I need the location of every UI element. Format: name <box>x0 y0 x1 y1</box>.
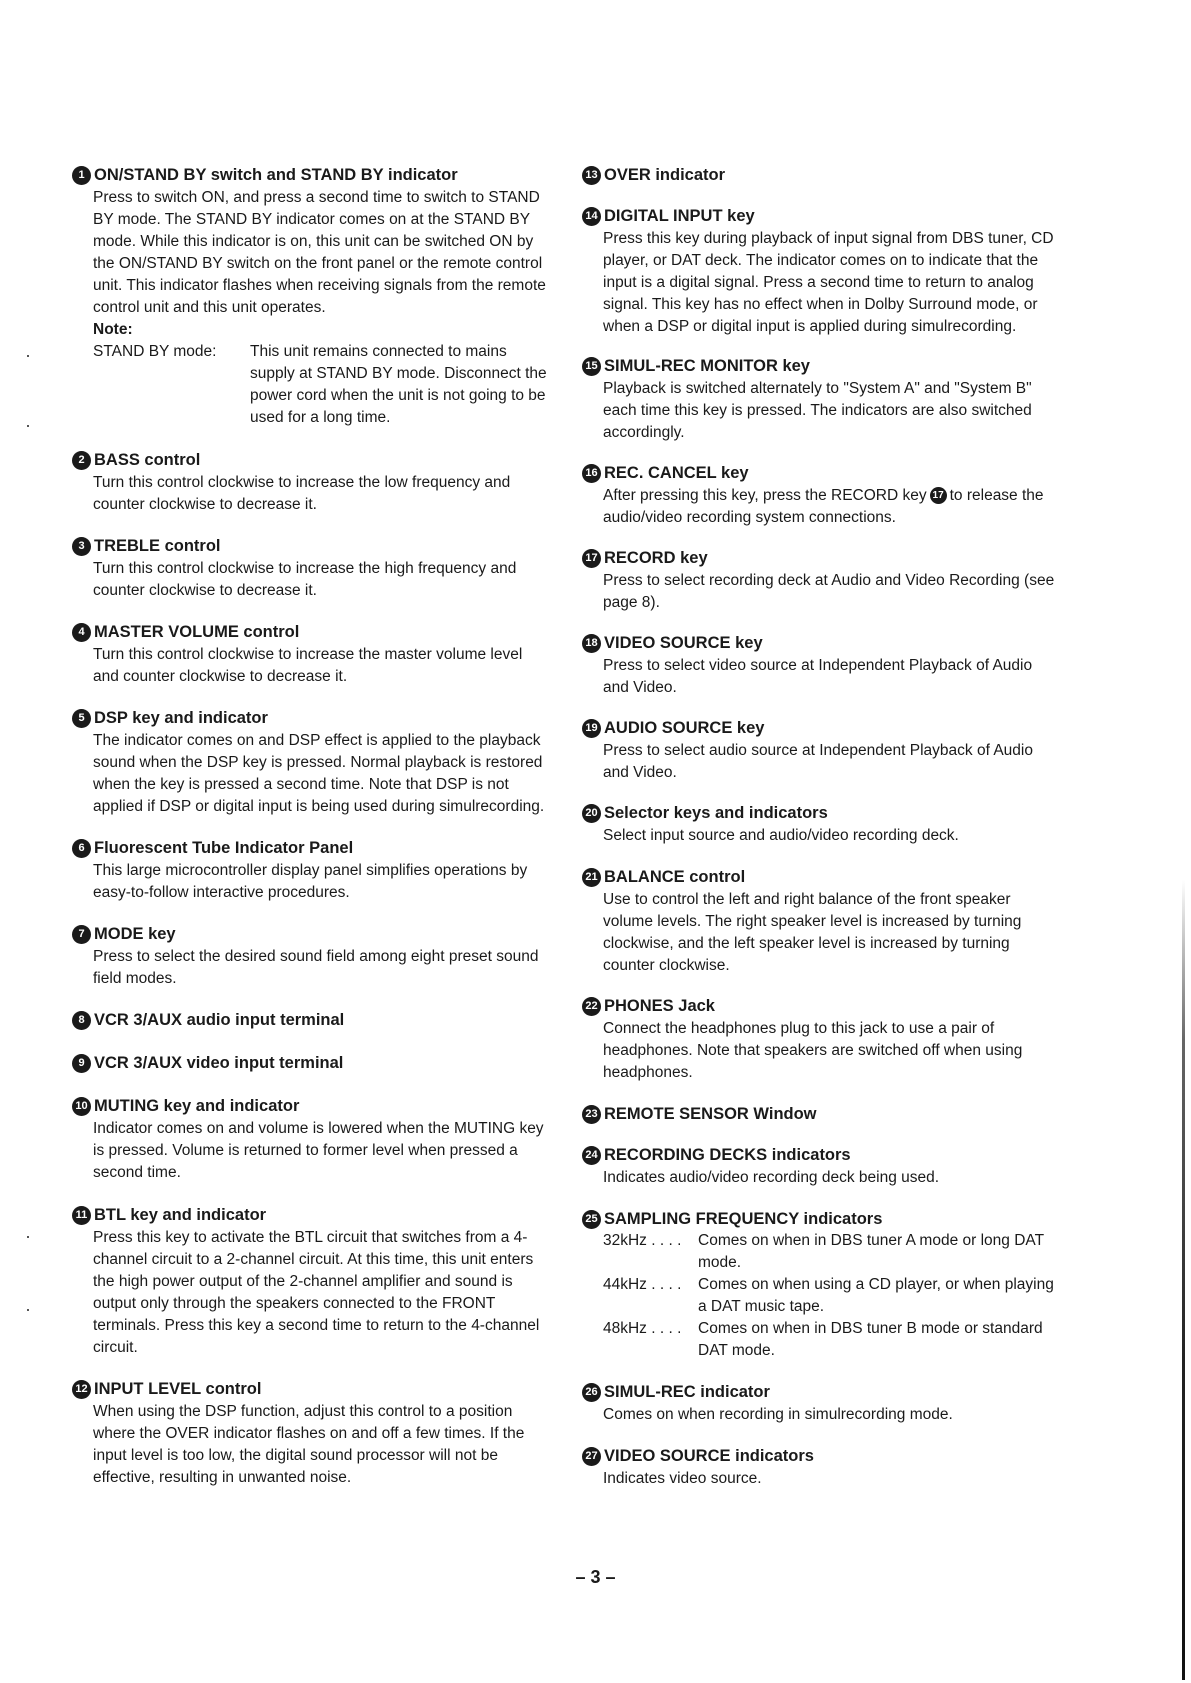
item-number-badge: 27 <box>582 1447 601 1466</box>
note-term: STAND BY mode: <box>93 343 217 360</box>
item-number-badge: 3 <box>72 537 91 556</box>
item-heading <box>72 621 552 643</box>
item-treble <box>72 535 552 602</box>
item-number-badge: 19 <box>582 719 601 738</box>
item-title: BASS control <box>94 451 201 469</box>
item-number-badge: 24 <box>582 1146 601 1165</box>
item-heading <box>72 837 552 859</box>
item-number-badge: 13 <box>582 166 601 185</box>
item-number-badge: 14 <box>582 207 601 226</box>
item-number-badge: 26 <box>582 1383 601 1402</box>
item-input-level <box>72 1378 552 1489</box>
scan-speck <box>27 425 29 427</box>
item-title: VCR 3/AUX video input terminal <box>94 1054 344 1072</box>
item-description: Comes on when recording in simulrecording mode. <box>603 1406 953 1423</box>
item-title: DIGITAL INPUT key <box>604 207 755 225</box>
item-title: Selector keys and indicators <box>604 804 828 822</box>
frequency-definition: Comes on when in DBS tuner A mode or long DAT mode. <box>698 1232 1044 1271</box>
item-digital-input <box>582 205 1058 338</box>
item-number-badge: 18 <box>582 634 601 653</box>
item-description: Press to select audio source at Independent Playback of Audio and Video. <box>603 742 1033 781</box>
item-description: Press to select video source at Independent Playback of Audio and Video. <box>603 657 1033 696</box>
item-heading <box>72 1052 552 1074</box>
item-title: SAMPLING FREQUENCY indicators <box>604 1210 883 1228</box>
item-vcr-video <box>72 1052 552 1074</box>
item-master-volume <box>72 621 552 688</box>
item-number-badge: 21 <box>582 868 601 887</box>
scan-speck <box>27 1236 29 1238</box>
item-title: AUDIO SOURCE key <box>604 719 765 737</box>
item-number-badge: 5 <box>72 709 91 728</box>
right-column <box>582 164 1058 1490</box>
item-remote-sensor <box>582 1103 1058 1125</box>
item-title: Fluorescent Tube Indicator Panel <box>94 839 354 857</box>
item-balance <box>582 866 1058 977</box>
item-dsp-key <box>72 707 552 818</box>
item-description: When using the DSP function, adjust this control to a position where the OVER indicator flashes on and off a few times. If the input level is too low, the digital sound processor will not be effective, resulting in unwanted noise. <box>93 1403 525 1486</box>
item-heading <box>72 164 552 186</box>
item-description: Press to select the desired sound field among eight preset sound field modes. <box>93 948 539 987</box>
item-description: Turn this control clockwise to increase the high frequency and counter clockwise to decrease it. <box>93 560 517 599</box>
item-title: VIDEO SOURCE indicators <box>604 1447 814 1465</box>
left-column <box>72 164 552 1489</box>
item-over-indicator <box>582 164 1058 186</box>
item-description: Connect the headphones plug to this jack to use a pair of headphones. Note that speakers are switched off when using headphones. <box>603 1020 1023 1081</box>
item-heading <box>72 1009 552 1031</box>
item-btl <box>72 1204 552 1359</box>
item-phones-jack <box>582 995 1058 1084</box>
frequency-term: 44kHz . . . . <box>603 1276 682 1293</box>
item-title: REC. CANCEL key <box>604 464 749 482</box>
item-heading <box>582 1144 1058 1166</box>
item-simul-rec-indicator <box>582 1381 1058 1426</box>
item-heading <box>582 866 1058 888</box>
frequency-row <box>582 1318 1058 1362</box>
scan-speck <box>27 355 29 357</box>
item-description: Press this key to activate the BTL circuit that switches from a 4-channel circuit to a 2-channel circuit. At this time, this unit enters the high power output of the 2-channel amplifier and sound is output only through the speakers connected to the FRONT terminals. Press this key a second time to return to the 4-channel circuit. <box>93 1229 540 1356</box>
item-description: Press to select recording deck at Audio and Video Recording (see page 8). <box>603 572 1055 611</box>
item-recording-decks <box>582 1144 1058 1189</box>
item-heading <box>582 1381 1058 1403</box>
note-label: Note: <box>93 321 133 338</box>
item-video-source-key <box>582 632 1058 699</box>
item-title: TREBLE control <box>94 537 221 555</box>
item-heading <box>582 632 1058 654</box>
item-number-badge: 10 <box>72 1097 91 1116</box>
item-simul-rec-monitor <box>582 355 1058 444</box>
item-number-badge: 15 <box>582 357 601 376</box>
item-heading <box>582 802 1058 824</box>
frequency-definition: Comes on when using a CD player, or when playing a DAT music tape. <box>698 1276 1054 1315</box>
note-definition: This unit remains connected to mains supply at STAND BY mode. Disconnect the power cord when the unit is not going to be used for a long time. <box>250 343 547 426</box>
item-audio-source-key <box>582 717 1058 784</box>
item-title: MODE key <box>94 925 176 943</box>
item-description: Playback is switched alternately to "System A" and "System B" each time this key is pressed. The indicators are also switched accordingly. <box>603 380 1032 441</box>
item-description: Indicator comes on and volume is lowered when the MUTING key is pressed. Volume is returned to former level when pressed a second time. <box>93 1120 544 1181</box>
item-number-badge: 25 <box>582 1210 601 1229</box>
item-title: REMOTE SENSOR Window <box>604 1105 817 1123</box>
item-heading <box>72 1378 552 1400</box>
item-title: VIDEO SOURCE key <box>604 634 763 652</box>
item-bass <box>72 449 552 516</box>
scan-speck <box>27 1309 29 1311</box>
item-number-badge: 7 <box>72 925 91 944</box>
item-heading <box>72 707 552 729</box>
item-heading <box>72 535 552 557</box>
item-title: OVER indicator <box>604 166 726 184</box>
frequency-row <box>582 1274 1058 1318</box>
item-number-badge: 16 <box>582 464 601 483</box>
item-number-badge: 22 <box>582 997 601 1016</box>
item-heading <box>582 1208 1058 1230</box>
frequency-term: 48kHz . . . . <box>603 1320 682 1337</box>
item-heading <box>582 205 1058 227</box>
item-number-badge: 1 <box>72 166 91 185</box>
item-number-badge: 2 <box>72 451 91 470</box>
item-heading <box>582 355 1058 377</box>
item-description: Indicates video source. <box>603 1470 762 1487</box>
item-record-key <box>582 547 1058 614</box>
item-heading <box>582 995 1058 1017</box>
item-heading <box>582 547 1058 569</box>
item-fluorescent-panel <box>72 837 552 904</box>
item-description: Press to switch ON, and press a second time to switch to STAND BY mode. The STAND BY indicator comes on at the STAND BY mode. While this indicator is on, this unit can be switched ON by the ON/STAND BY switch on the front panel or the remote control unit. This indicator flashes when receiving signals from the remote control unit and this unit operates. <box>93 189 546 316</box>
item-heading <box>72 449 552 471</box>
item-title: VCR 3/AUX audio input terminal <box>94 1011 345 1029</box>
item-description: The indicator comes on and DSP effect is applied to the playback sound when the DSP key is pressed. Normal playback is restored when the key is pressed a second time. Note that DSP is not applied if DSP or digital input is being used during simulrecording. <box>93 732 545 815</box>
item-heading <box>72 1095 552 1117</box>
item-number-badge: 6 <box>72 839 91 858</box>
item-description: Turn this control clockwise to increase the master volume level and counter clockwise to decrease it. <box>93 646 523 685</box>
item-number-badge: 11 <box>72 1206 91 1225</box>
item-heading <box>582 164 1058 186</box>
item-title: INPUT LEVEL control <box>94 1380 262 1398</box>
item-number-badge: 12 <box>72 1380 91 1399</box>
item-title: MUTING key and indicator <box>94 1097 300 1115</box>
item-title: BALANCE control <box>604 868 746 886</box>
description-text: After pressing this key, press the RECORD key <box>603 487 927 504</box>
item-sampling-frequency <box>582 1208 1058 1362</box>
item-number-badge: 23 <box>582 1105 601 1124</box>
frequency-row <box>582 1230 1058 1274</box>
item-description: Use to control the left and right balance of the front speaker volume levels. The right speaker level is increased by turning clockwise, and the left speaker level is increased by turning counter clockwise. <box>603 891 1022 974</box>
item-mode-key <box>72 923 552 990</box>
item-description <box>582 485 1058 529</box>
frequency-definition: Comes on when in DBS tuner B mode or standard DAT mode. <box>698 1320 1043 1359</box>
item-vcr-audio <box>72 1009 552 1031</box>
item-title: MASTER VOLUME control <box>94 623 300 641</box>
description-text: to release the audio/video recording system connections. <box>603 487 1044 526</box>
item-selector-keys <box>582 802 1058 847</box>
item-muting <box>72 1095 552 1184</box>
item-rec-cancel <box>582 462 1058 529</box>
item-description: Select input source and audio/video recording deck. <box>603 827 959 844</box>
item-number-badge: 8 <box>72 1011 91 1030</box>
page-number: – 3 – <box>575 1567 616 1587</box>
item-on-standby <box>72 164 552 429</box>
record-key-reference-badge: 17 <box>930 487 947 504</box>
item-title: BTL key and indicator <box>94 1206 267 1224</box>
item-description: This large microcontroller display panel simplifies operations by easy-to-follow interactive procedures. <box>93 862 528 901</box>
item-description: Turn this control clockwise to increase the low frequency and counter clockwise to decrease it. <box>93 474 511 513</box>
scan-edge-artifact <box>1182 880 1185 1680</box>
item-heading <box>582 462 1058 484</box>
item-heading <box>72 1204 552 1226</box>
item-heading <box>72 923 552 945</box>
item-heading <box>582 1103 1058 1125</box>
item-description: Press this key during playback of input signal from DBS tuner, CD player, or DAT deck. The indicator comes on to indicate that the input is a digital signal. Press a second time to return to analog signal. This key has no effect when in Dolby Surround mode, or when a DSP or digital input is applied during simulrecording. <box>603 230 1054 335</box>
item-number-badge: 20 <box>582 804 601 823</box>
item-number-badge: 17 <box>582 549 601 568</box>
item-title: RECORDING DECKS indicators <box>604 1146 851 1164</box>
item-video-source-indicators <box>582 1445 1058 1490</box>
item-title: SIMUL-REC MONITOR key <box>604 357 810 375</box>
item-number-badge: 9 <box>72 1054 91 1073</box>
item-title: ON/STAND BY switch and STAND BY indicator <box>94 166 458 184</box>
item-title: PHONES Jack <box>604 997 715 1015</box>
note-row <box>72 341 552 429</box>
item-description: Indicates audio/video recording deck being used. <box>603 1169 940 1186</box>
item-heading <box>582 717 1058 739</box>
frequency-term: 32kHz . . . . <box>603 1232 682 1249</box>
item-title: RECORD key <box>604 549 708 567</box>
item-heading <box>582 1445 1058 1467</box>
item-title: DSP key and indicator <box>94 709 268 727</box>
item-title: SIMUL-REC indicator <box>604 1383 770 1401</box>
item-number-badge: 4 <box>72 623 91 642</box>
